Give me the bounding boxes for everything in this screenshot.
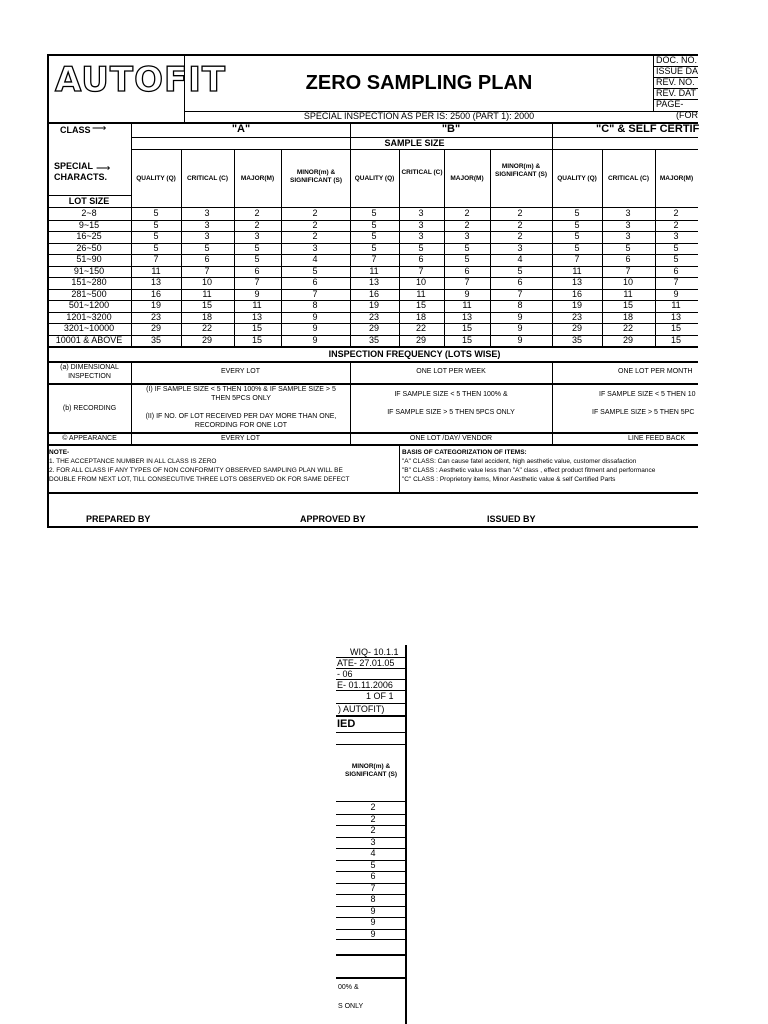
class-b-header: "B" bbox=[441, 123, 461, 135]
class-b-cell: 2 bbox=[517, 230, 523, 241]
class-a-cell: 4 bbox=[312, 253, 318, 264]
class-b-cell: 2 bbox=[464, 207, 470, 218]
dimensional-label: (a) DIMENSIONAL INSPECTION bbox=[60, 364, 119, 380]
quality-header-b: QUALITY (Q) bbox=[354, 175, 395, 182]
row-divider bbox=[47, 254, 698, 255]
basis-a: "A" CLASS: Can cause fatel accident, high aesthetic value, customer dissafaction bbox=[402, 458, 637, 465]
minor-header-a: MINOR(m) & SIGNIFICANT (S) bbox=[290, 169, 342, 184]
row-divider bbox=[336, 837, 406, 838]
class-c-cell: 15 bbox=[670, 322, 681, 333]
class-a-cell: 5 bbox=[153, 207, 159, 218]
for-value: ) AUTOFIT) bbox=[338, 704, 385, 714]
class-b-cell: 35 bbox=[368, 334, 379, 345]
recording-a-2: (II) IF NO. OF LOT RECEIVED PER DAY MORE THAN ONE, RECORDING FOR ONE LOT bbox=[145, 413, 337, 429]
page-value: 1 OF 1 bbox=[366, 691, 394, 701]
minor-value-cell: 4 bbox=[370, 848, 376, 858]
special-characts-label: SPECIAL CHARACTS. bbox=[54, 161, 107, 182]
class-b-cell: 2 bbox=[517, 219, 523, 230]
class-b-cell: 29 bbox=[415, 334, 426, 345]
class-a-cell: 8 bbox=[312, 299, 318, 310]
class-c-cell: 5 bbox=[574, 230, 580, 241]
class-c-cell: 5 bbox=[574, 242, 580, 253]
class-a-cell: 7 bbox=[312, 288, 318, 299]
class-c-cell: 29 bbox=[571, 322, 582, 333]
lot-size-cell: 26~50 bbox=[76, 242, 102, 253]
class-b-cell: 5 bbox=[371, 207, 377, 218]
arrow-right-icon: ⟶ bbox=[92, 123, 107, 134]
class-a-cell: 9 bbox=[312, 334, 318, 345]
sample-size-header: SAMPLE SIZE bbox=[384, 138, 445, 148]
class-c-cell: 3 bbox=[625, 207, 631, 218]
appearance-a: EVERY LOT bbox=[220, 435, 261, 442]
class-c-cell: 18 bbox=[622, 311, 633, 322]
class-b-cell: 9 bbox=[464, 288, 470, 299]
class-b-cell: 3 bbox=[464, 230, 470, 241]
class-c-cell: 7 bbox=[673, 276, 679, 287]
document-title: ZERO SAMPLING PLAN bbox=[305, 72, 533, 94]
class-a-cell: 9 bbox=[312, 311, 318, 322]
class-c-cell: 11 bbox=[623, 288, 633, 299]
class-b-cell: 11 bbox=[462, 299, 472, 310]
class-a-cell: 5 bbox=[153, 230, 159, 241]
class-a-cell: 2 bbox=[312, 230, 318, 241]
class-c-header: "C" & SELF CERTIF bbox=[596, 123, 700, 135]
appearance-c: LINE FEED BACK bbox=[628, 435, 686, 442]
class-b-cell: 15 bbox=[461, 322, 472, 333]
class-b-cell: 7 bbox=[371, 253, 377, 264]
minor-value-cell: 2 bbox=[370, 814, 376, 824]
minor-header-b: MINOR(m) & SIGNIFICANT (S) bbox=[495, 163, 547, 178]
class-c-cell: 5 bbox=[625, 242, 631, 253]
class-c-cell: 5 bbox=[574, 207, 580, 218]
class-c-cell: 7 bbox=[574, 253, 580, 264]
note-2b: DOUBLE FROM NEXT LOT, TILL CONSECUTIVE THREE LOTS OBSERVED OK FOR SAME DEFECT bbox=[49, 476, 350, 483]
class-b-cell: 2 bbox=[464, 219, 470, 230]
recording-tail-2: S ONLY bbox=[338, 1003, 364, 1010]
minor-value-cell: 9 bbox=[370, 929, 376, 939]
row-divider bbox=[47, 266, 698, 267]
class-a-cell: 3 bbox=[312, 242, 318, 253]
class-a-cell: 11 bbox=[202, 288, 212, 299]
page-label: PAGE- bbox=[656, 99, 684, 109]
class-b-cell: 3 bbox=[418, 219, 424, 230]
rev-no-value: - 06 bbox=[337, 669, 353, 679]
row-divider bbox=[336, 929, 406, 930]
note-2a: 2. FOR ALL CLASS IF ANY TYPES OF NON CONFORMITY OBSERVED SAMPLING PLAN WILL BE bbox=[49, 467, 343, 474]
class-a-cell: 11 bbox=[151, 265, 161, 276]
class-a-cell: 2 bbox=[312, 219, 318, 230]
lot-size-cell: 10001 & ABOVE bbox=[55, 334, 123, 345]
class-b-cell: 23 bbox=[368, 311, 379, 322]
approved-by: APPROVED BY bbox=[300, 514, 366, 524]
row-divider bbox=[336, 860, 406, 861]
row-divider bbox=[47, 312, 698, 313]
class-a-cell: 19 bbox=[150, 299, 161, 310]
class-b-cell: 5 bbox=[464, 253, 470, 264]
class-a-cell: 13 bbox=[251, 311, 262, 322]
class-b-cell: 6 bbox=[464, 265, 470, 276]
class-b-cell: 15 bbox=[461, 334, 472, 345]
lot-size-cell: 3201~10000 bbox=[63, 322, 115, 333]
recording-tail-1: 00% & bbox=[338, 984, 359, 991]
row-divider bbox=[47, 323, 698, 324]
recording-c-2: IF SAMPLE SIZE > 5 THEN 5PC bbox=[592, 409, 695, 416]
class-a-cell: 3 bbox=[204, 207, 210, 218]
class-b-cell: 3 bbox=[517, 242, 523, 253]
class-a-cell: 7 bbox=[153, 253, 159, 264]
class-b-cell: 5 bbox=[371, 230, 377, 241]
minor-value-cell: 5 bbox=[370, 860, 376, 870]
minor-value-cell: 2 bbox=[370, 825, 376, 835]
row-divider bbox=[336, 883, 406, 884]
class-b-cell: 18 bbox=[415, 311, 426, 322]
class-c-cell: 5 bbox=[673, 253, 679, 264]
lot-size-cell: 281~500 bbox=[71, 288, 107, 299]
class-c-cell: 22 bbox=[622, 322, 633, 333]
class-b-cell: 11 bbox=[416, 288, 426, 299]
class-a-cell: 6 bbox=[312, 276, 318, 287]
row-divider bbox=[47, 243, 698, 244]
class-c-cell: 13 bbox=[571, 276, 582, 287]
minor-header-c: MINOR(m) & SIGNIFICANT (S) bbox=[345, 763, 397, 778]
class-c-cell: 5 bbox=[673, 242, 679, 253]
class-b-cell: 4 bbox=[517, 253, 523, 264]
critical-header-b: CRITICAL (C) bbox=[401, 169, 443, 176]
issue-date-label: ISSUE DA bbox=[656, 66, 699, 76]
basis-c: "C" CLASS : Proprietory items, Minor Aesthetic value & self Certified Parts bbox=[402, 476, 616, 483]
frequency-title: INSPECTION FREQUENCY (LOTS WISE) bbox=[328, 349, 501, 359]
for-label: (FOR bbox=[676, 110, 698, 120]
class-a-cell: 18 bbox=[201, 311, 212, 322]
class-c-cell: 5 bbox=[574, 219, 580, 230]
basis-title: BASIS OF CATEGORIZATION OF ITEMS: bbox=[402, 449, 527, 456]
minor-value-cell: 9 bbox=[370, 917, 376, 927]
row-divider bbox=[336, 825, 406, 826]
row-divider bbox=[336, 814, 406, 815]
class-c-cell: 15 bbox=[622, 299, 633, 310]
row-divider bbox=[47, 289, 698, 290]
class-b-cell: 15 bbox=[415, 299, 426, 310]
quality-header-a: QUALITY (Q) bbox=[136, 175, 176, 182]
class-b-cell: 9 bbox=[517, 334, 523, 345]
row-divider bbox=[47, 300, 698, 301]
row-divider bbox=[47, 220, 698, 221]
class-c-cell: 7 bbox=[625, 265, 631, 276]
rev-date-label: REV. DAT bbox=[656, 88, 697, 98]
class-c-cell: 6 bbox=[625, 253, 631, 264]
class-b-cell: 13 bbox=[368, 276, 379, 287]
lot-size-cell: 91~150 bbox=[73, 265, 105, 276]
doc-no-label: DOC. NO. bbox=[656, 55, 698, 65]
class-c-cell: 2 bbox=[673, 219, 679, 230]
row-divider bbox=[336, 917, 406, 918]
class-b-cell: 8 bbox=[517, 299, 523, 310]
class-b-cell: 3 bbox=[418, 207, 424, 218]
class-c-cell: 29 bbox=[622, 334, 633, 345]
class-a-cell: 7 bbox=[254, 276, 260, 287]
class-a-cell: 15 bbox=[201, 299, 212, 310]
class-c-tail: IED bbox=[337, 718, 356, 730]
class-label: CLASS bbox=[60, 125, 91, 135]
class-b-cell: 5 bbox=[371, 219, 377, 230]
class-b-cell: 13 bbox=[461, 311, 472, 322]
dimensional-a: EVERY LOT bbox=[220, 368, 261, 375]
appearance-label: © APPEARANCE bbox=[62, 435, 117, 442]
autofit-logo: AUTOFIT bbox=[55, 60, 227, 100]
lot-size-cell: 501~1200 bbox=[68, 299, 110, 310]
class-a-cell: 35 bbox=[150, 334, 161, 345]
class-b-cell: 7 bbox=[517, 288, 523, 299]
class-b-cell: 19 bbox=[368, 299, 379, 310]
class-c-cell: 15 bbox=[670, 334, 681, 345]
class-c-cell: 3 bbox=[625, 219, 631, 230]
major-header-b: MAJOR(M) bbox=[450, 175, 484, 182]
lot-size-cell: 9~15 bbox=[78, 219, 100, 230]
class-c-cell: 6 bbox=[673, 265, 679, 276]
row-divider bbox=[47, 277, 698, 278]
class-a-cell: 5 bbox=[254, 253, 260, 264]
minor-value-cell: 6 bbox=[370, 871, 376, 881]
class-b-cell: 2 bbox=[517, 207, 523, 218]
row-divider bbox=[336, 906, 406, 907]
recording-label: (b) RECORDING bbox=[62, 405, 117, 412]
class-c-cell: 2 bbox=[673, 207, 679, 218]
class-a-cell: 6 bbox=[204, 253, 210, 264]
class-a-header: "A" bbox=[231, 123, 251, 135]
minor-value-cell: 9 bbox=[370, 906, 376, 916]
prepared-by: PREPARED BY bbox=[86, 514, 151, 524]
class-b-cell: 5 bbox=[464, 242, 470, 253]
class-a-cell: 11 bbox=[252, 299, 262, 310]
class-a-cell: 5 bbox=[204, 242, 210, 253]
recording-c-1: IF SAMPLE SIZE < 5 THEN 10 bbox=[599, 391, 696, 398]
basis-b: "B" CLASS : Aesthetic value less than "A" class , effect product fitment and performance bbox=[402, 467, 656, 474]
issue-date-value: ATE- 27.01.05 bbox=[337, 658, 395, 668]
appearance-b: ONE LOT /DAY/ VENDOR bbox=[409, 435, 493, 442]
class-a-cell: 15 bbox=[251, 334, 262, 345]
major-header-c: MAJOR(M) bbox=[659, 175, 694, 182]
class-a-cell: 29 bbox=[150, 322, 161, 333]
class-a-cell: 2 bbox=[312, 207, 318, 218]
class-c-cell: 11 bbox=[572, 265, 582, 276]
class-a-cell: 16 bbox=[150, 288, 161, 299]
class-b-cell: 7 bbox=[418, 265, 424, 276]
recording-b-1: IF SAMPLE SIZE < 5 THEN 100% & bbox=[394, 391, 508, 398]
lot-size-cell: 151~280 bbox=[71, 276, 107, 287]
class-b-cell: 9 bbox=[517, 322, 523, 333]
doc-no-value: WIQ- 10.1.1 bbox=[350, 647, 399, 657]
class-a-cell: 15 bbox=[251, 322, 262, 333]
class-a-cell: 22 bbox=[201, 322, 212, 333]
arrow-right-icon-2: ⟶ bbox=[96, 163, 111, 174]
class-c-cell: 16 bbox=[571, 288, 582, 299]
class-c-cell: 19 bbox=[571, 299, 582, 310]
class-b-cell: 16 bbox=[368, 288, 379, 299]
recording-a-1: (I) IF SAMPLE SIZE < 5 THEN 100% & IF SAMPLE SIZE > 5 THEN 5PCS ONLY bbox=[146, 386, 336, 402]
recording-b-2: IF SAMPLE SIZE > 5 THEN 5PCS ONLY bbox=[387, 409, 515, 416]
class-c-cell: 23 bbox=[571, 311, 582, 322]
special-inspection-text: SPECIAL INSPECTION AS PER IS: 2500 (PART 1): 2000 bbox=[303, 111, 535, 121]
class-b-cell: 10 bbox=[415, 276, 426, 287]
rev-no-label: REV. NO. bbox=[656, 77, 695, 87]
critical-header-a: CRITICAL (C) bbox=[186, 175, 229, 182]
class-a-cell: 6 bbox=[254, 265, 260, 276]
class-c-cell: 13 bbox=[670, 311, 681, 322]
class-b-cell: 11 bbox=[369, 265, 379, 276]
minor-value-cell: 7 bbox=[370, 883, 376, 893]
dimensional-c: ONE LOT PER MONTH bbox=[618, 368, 693, 375]
dimensional-b: ONE LOT PER WEEK bbox=[416, 368, 486, 375]
class-a-cell: 9 bbox=[312, 322, 318, 333]
class-b-cell: 5 bbox=[517, 265, 523, 276]
quality-header-c: QUALITY (Q) bbox=[557, 175, 597, 182]
class-a-cell: 7 bbox=[204, 265, 210, 276]
row-divider bbox=[47, 335, 698, 336]
class-b-cell: 6 bbox=[418, 253, 424, 264]
class-a-cell: 5 bbox=[153, 242, 159, 253]
lot-size-cell: 16~25 bbox=[76, 230, 102, 241]
class-a-cell: 9 bbox=[254, 288, 260, 299]
class-b-cell: 29 bbox=[368, 322, 379, 333]
class-a-cell: 2 bbox=[254, 219, 260, 230]
lot-size-cell: 1201~3200 bbox=[66, 311, 112, 322]
rev-date-value: E- 01.11.2006 bbox=[337, 680, 393, 690]
row-divider bbox=[336, 871, 406, 872]
class-b-cell: 6 bbox=[517, 276, 523, 287]
class-b-cell: 7 bbox=[464, 276, 470, 287]
class-a-cell: 3 bbox=[204, 219, 210, 230]
class-a-cell: 10 bbox=[201, 276, 212, 287]
class-a-cell: 13 bbox=[150, 276, 161, 287]
class-b-cell: 3 bbox=[418, 230, 424, 241]
class-c-cell: 9 bbox=[673, 288, 679, 299]
note-1: 1. THE ACCEPTANCE NUMBER IN ALL CLASS IS ZERO bbox=[49, 458, 217, 465]
lot-size-cell: 2~8 bbox=[81, 207, 97, 218]
class-b-cell: 9 bbox=[517, 311, 523, 322]
class-a-cell: 3 bbox=[204, 230, 210, 241]
class-a-cell: 5 bbox=[254, 242, 260, 253]
critical-header-c: CRITICAL (C) bbox=[607, 175, 650, 182]
issued-by: ISSUED BY bbox=[487, 514, 536, 524]
class-c-cell: 11 bbox=[671, 299, 681, 310]
class-b-cell: 5 bbox=[418, 242, 424, 253]
row-divider bbox=[47, 231, 698, 232]
class-b-cell: 5 bbox=[371, 242, 377, 253]
class-a-cell: 5 bbox=[153, 219, 159, 230]
class-a-cell: 5 bbox=[312, 265, 318, 276]
class-a-cell: 2 bbox=[254, 207, 260, 218]
row-divider bbox=[336, 848, 406, 849]
class-c-cell: 3 bbox=[673, 230, 679, 241]
lot-size-label: LOT SIZE bbox=[68, 196, 110, 206]
note-title: NOTE- bbox=[49, 449, 70, 456]
lot-size-cell: 51~90 bbox=[76, 253, 102, 264]
class-c-cell: 10 bbox=[622, 276, 633, 287]
class-a-cell: 3 bbox=[254, 230, 260, 241]
minor-value-cell: 2 bbox=[370, 802, 376, 812]
minor-value-cell: 8 bbox=[370, 894, 376, 904]
class-c-cell: 35 bbox=[571, 334, 582, 345]
row-divider bbox=[336, 894, 406, 895]
class-c-cell: 3 bbox=[625, 230, 631, 241]
major-header-a: MAJOR(M) bbox=[240, 175, 275, 182]
class-a-cell: 29 bbox=[201, 334, 212, 345]
class-a-cell: 23 bbox=[150, 311, 161, 322]
class-b-cell: 22 bbox=[415, 322, 426, 333]
minor-value-cell: 3 bbox=[370, 837, 376, 847]
